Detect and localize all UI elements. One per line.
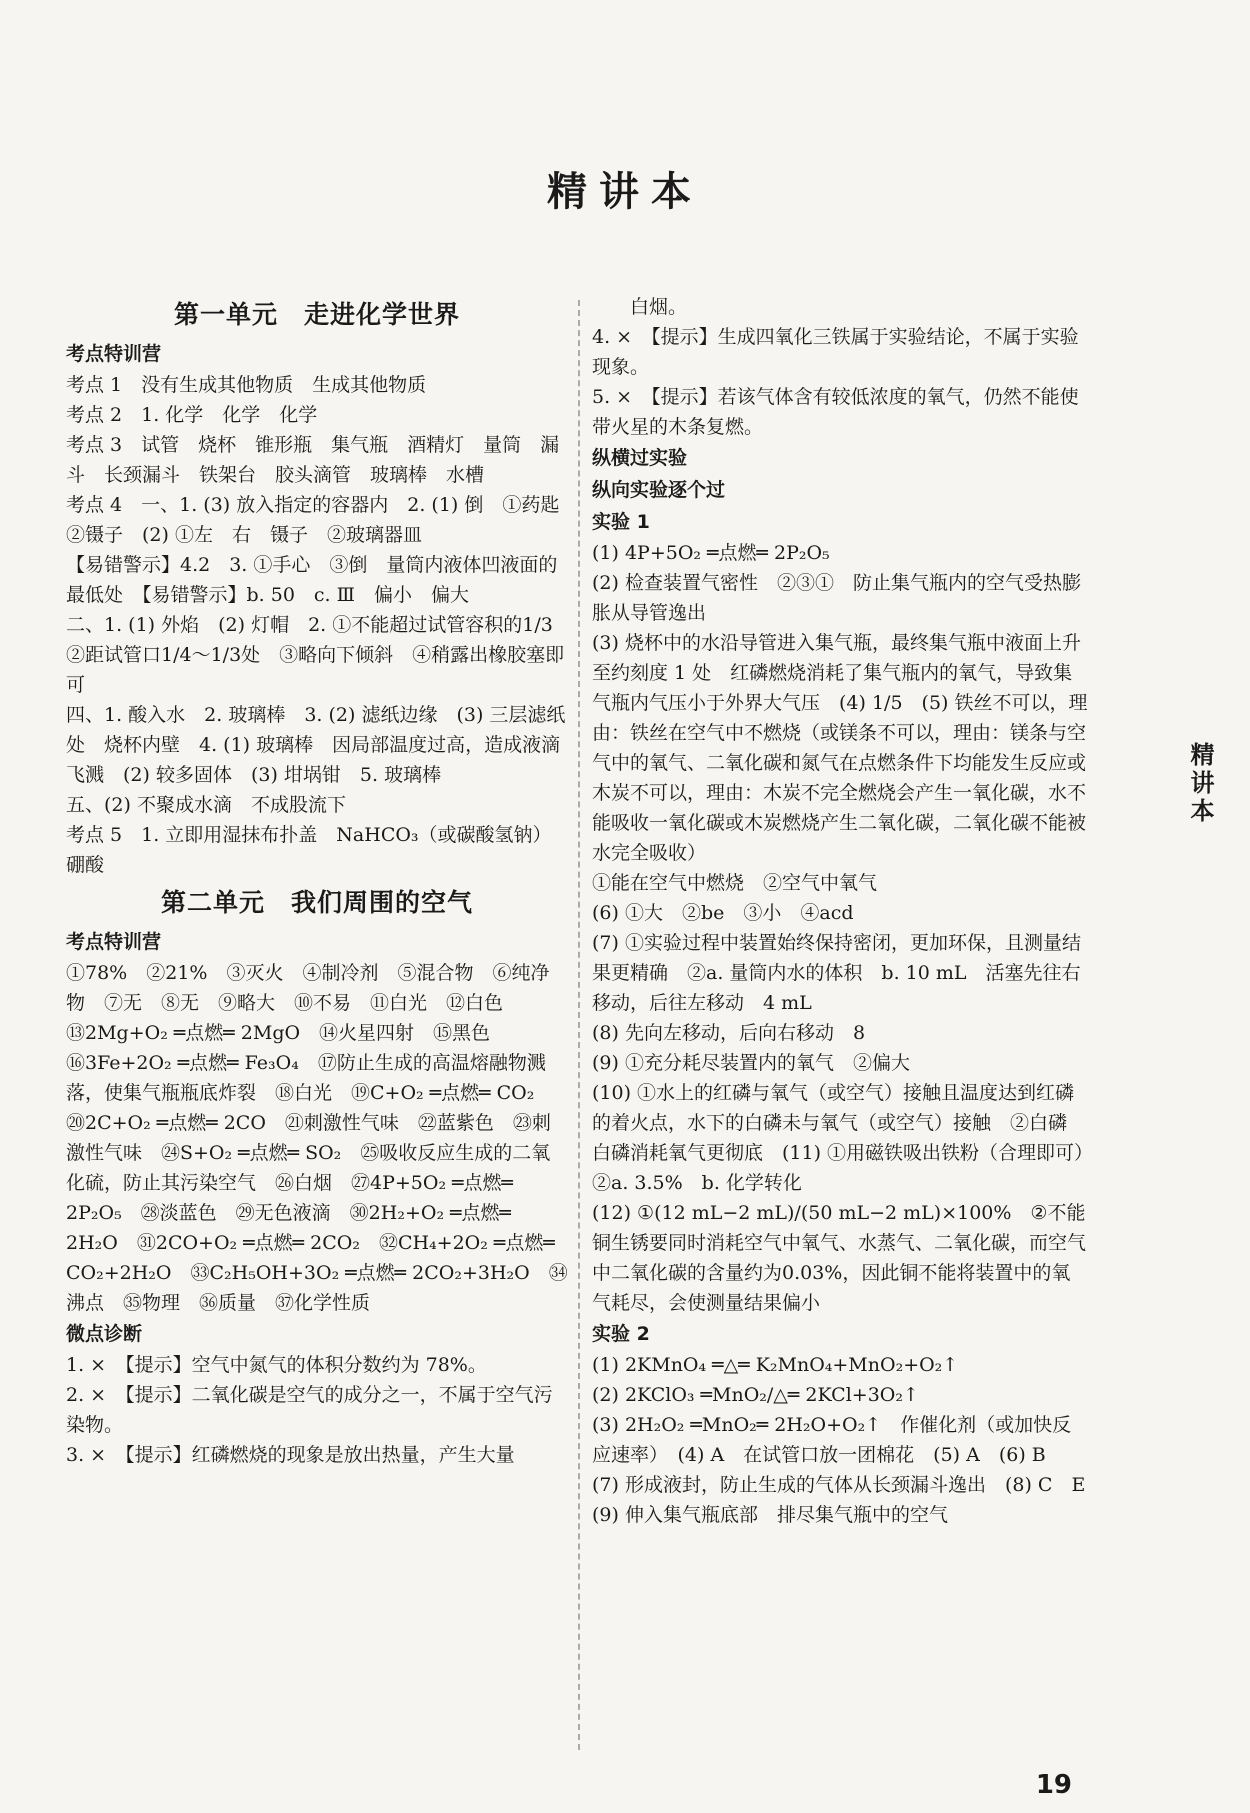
answer-line: (3) 2H₂O₂ ═MnO₂═ 2H₂O+O₂↑ 作催化剂（或加快反应速率） (4) A 在试管口放一团棉花 (5) A (6) B (7) 形成液封，防止生成的气体从长颈漏斗逸出 (8) C E (9) 伸入集气瓶底部 排尽集气瓶中的空气 bbox=[592, 1414, 1105, 1526]
answer-line: (10) ①水上的红磷与氧气（或空气）接触且温度达到红磷的着火点，水下的白磷未与氧气（或空气）接触 ②白磷 白磷消耗氧气更彻底 (11) ①用磁铁吸出铁粉（合理即可） ②a. 3.5% b. 化学转化 bbox=[592, 1082, 1103, 1194]
answer-line: (2) 2KClO₃ ═MnO₂/△═ 2KCl+3O₂↑ bbox=[592, 1384, 919, 1406]
column-divider bbox=[578, 300, 580, 1750]
answer-line: (6) ①大 ②be ③小 ④acd bbox=[592, 902, 854, 924]
answer-line: 考点 4 一、1. (3) 放入指定的容器内 2. (1) 倒 ①药匙 ②镊子 (2) ①左 右 镊子 ②玻璃器皿 bbox=[66, 494, 579, 546]
answer-line: 白烟。 bbox=[592, 296, 688, 318]
answer-line: 【易错警示】4.2 3. ①手心 ③倒 量筒内液体凹液面的最低处 【易错警示】b. 50 c. Ⅲ 偏小 偏大 bbox=[66, 554, 558, 606]
answer-line: 2. × 【提示】二氧化碳是空气的成分之一，不属于空气污染物。 bbox=[66, 1384, 553, 1436]
answer-line: 5. × 【提示】若该气体含有较低浓度的氧气，仍然不能使带火星的木条复燃。 bbox=[592, 386, 1079, 438]
answer-line: 1. × 【提示】空气中氮气的体积分数约为 78%。 bbox=[66, 1354, 487, 1376]
answer-line: 四、1. 酸入水 2. 玻璃棒 3. (2) 滤纸边缘 (3) 三层滤纸处 烧杯内壁 4. (1) 玻璃棒 因局部温度过高，造成液滴飞溅 (2) 较多固体 (3) 坩埚钳 5. 玻璃棒 bbox=[66, 704, 566, 786]
answer-line: 二、1. (1) 外焰 (2) 灯帽 2. ①不能超过试管容积的1/3 ②距试管口1/4～1/3处 ③略向下倾斜 ④稍露出橡胶塞即可 bbox=[66, 614, 572, 696]
answer-line: 五、(2) 不聚成水滴 不成股流下 bbox=[66, 794, 346, 816]
answer-line: 考点 1 没有生成其他物质 生成其他物质 bbox=[66, 374, 427, 396]
answer-line: (3) 烧杯中的水沿导管进入集气瓶，最终集气瓶中液面上升至约刻度 1 处 红磷燃烧消耗了集气瓶内的氧气，导致集气瓶内气压小于外界大气压 (4) 1/5 (5) 铁丝不可以，理由：铁丝在空气中不燃烧（或镁条不可以，理由：镁条与空气中的氧气、二氧化碳和氮气在点燃条件下均能发生反应或木炭不可以，理由：木炭不完全燃烧会产生一氧化碳，水不能吸收一氧化碳或木炭燃烧产生二氧化碳，二氧化碳不能被水完全吸收） bbox=[592, 632, 1088, 864]
section-heading: 纵横过实验 bbox=[592, 447, 688, 469]
side-tab: 精讲本 bbox=[1186, 742, 1214, 826]
answer-line: (7) ①实验过程中装置始终保持密闭，更加环保，且测量结果更精确 ②a. 量筒内水的体积 b. 10 mL 活塞先往右移动，后往左移动 4 mL bbox=[592, 932, 1081, 1014]
section-heading: 实验 1 bbox=[592, 511, 650, 533]
section-heading: 实验 2 bbox=[592, 1323, 650, 1345]
answer-line: ①能在空气中燃烧 ②空气中氧气 bbox=[592, 872, 878, 894]
answer-line: 考点 2 1. 化学 化学 化学 bbox=[66, 404, 318, 426]
answer-line: (12) ①(12 mL−2 mL)/(50 mL−2 mL)×100% ②不能 铜生锈要同时消耗空气中氧气、水蒸气、二氧化碳，而空气中二氧化碳的含量约为0.03%，因此铜不能将装置中的氧气耗尽，会使测量结果偏小 bbox=[592, 1202, 1105, 1314]
answer-line: (8) 先向左移动，后向右移动 8 bbox=[592, 1022, 866, 1044]
page-title: 精讲本 bbox=[547, 168, 703, 215]
answer-line: 3. × 【提示】红磷燃烧的现象是放出热量，产生大量 bbox=[66, 1444, 515, 1466]
answer-line: (1) 4P+5O₂ ═点燃═ 2P₂O₅ bbox=[592, 542, 830, 564]
page-number: 19 bbox=[1035, 1770, 1072, 1800]
section-heading: 考点特训营 bbox=[66, 343, 162, 365]
unit-heading: 第二单元 我们周围的空气 bbox=[160, 888, 473, 917]
answer-line: (9) ①充分耗尽装置内的氧气 ②偏大 bbox=[592, 1052, 910, 1074]
answer-line: (2) 检查装置气密性 ②③① 防止集气瓶内的空气受热膨胀从导管逸出 bbox=[592, 572, 1081, 624]
answer-line: (1) 2KMnO₄ ═△═ K₂MnO₄+MnO₂+O₂↑ bbox=[592, 1354, 959, 1376]
answer-line: 4. × 【提示】生成四氧化三铁属于实验结论，不属于实验现象。 bbox=[592, 326, 1079, 378]
section-heading: 纵向实验逐个过 bbox=[592, 479, 726, 501]
section-heading: 微点诊断 bbox=[66, 1323, 143, 1345]
right-column bbox=[592, 292, 1105, 1530]
answer-line: 考点 3 试管 烧杯 锥形瓶 集气瓶 酒精灯 量筒 漏斗 长颈漏斗 铁架台 胶头滴管 玻璃棒 水槽 bbox=[66, 434, 560, 486]
section-heading: 考点特训营 bbox=[66, 931, 162, 953]
answer-line: 考点 5 1. 立即用湿抹布扑盖 NaHCO₃（或碳酸氢钠） 硼酸 bbox=[66, 824, 562, 876]
answer-line: ①78% ②21% ③灭火 ④制冷剂 ⑤混合物 ⑥纯净物 ⑦无 ⑧无 ⑨略大 ⑩不易 ⑪白光 ⑫白色 ⑬2Mg+O₂ ═点燃═ 2MgO ⑭火星四射 ⑮黑色 ⑯3Fe+2O₂ ═点燃═ Fe₃O₄ ⑰防止生成的高温熔融物溅落，使集气瓶瓶底炸裂 ⑱白光 ⑲C+O₂ ═点燃═ CO₂ ⑳2C+O₂ ═点燃═ 2CO ㉑刺激性气味 ㉒蓝紫色 ㉓刺激性气味 ㉔S+O₂ ═点燃═ SO₂ ㉕吸收反应生成的二氧化硫，防止其污染空气 ㉖白烟 ㉗4P+5O₂ ═点燃═ 2P₂O₅ ㉘淡蓝色 ㉙无色液滴 ㉚2H₂+O₂ ═点燃═ 2H₂O ㉛2CO+O₂ ═点燃═ 2CO₂ ㉜CH₄+2O₂ ═点燃═ CO₂+2H₂O ㉝C₂H₅OH+3O₂ ═点燃═ 2CO₂+3H₂O ㉞沸点 ㉟物理 ㊱质量 ㊲化学性质 bbox=[66, 962, 568, 1314]
left-column bbox=[66, 292, 579, 1470]
unit-heading: 第一单元 走进化学世界 bbox=[173, 300, 460, 329]
